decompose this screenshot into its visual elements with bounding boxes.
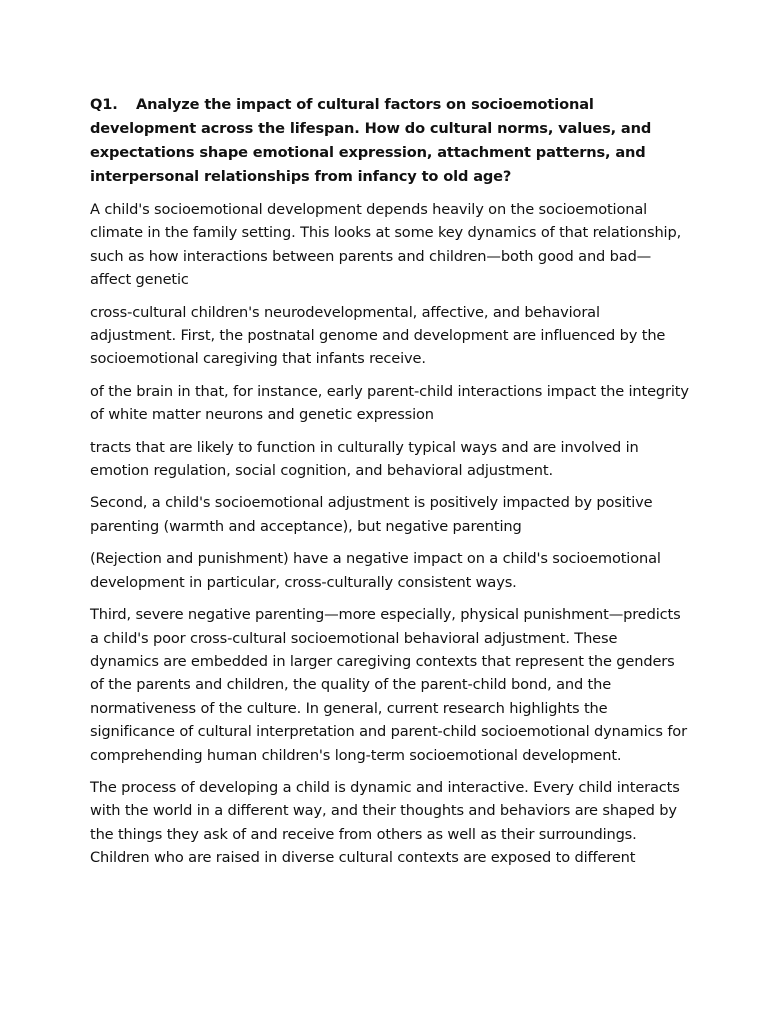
paragraph-8: The process of developing a child is dynamic and interactive. Every child interacts with the world in a different way, and their thoughts and behaviors are shaped by the things they ask of and receive from others as well as their surroundings. Children who are raised in diverse cultural contexts are exposed to different [90,778,680,867]
question-number: Q1. [90,96,118,113]
paragraph-3: of the brain in that, for instance, early parent-child interactions impact the integrity of white matter neurons and genetic expression [90,382,689,424]
paragraph-1: A child's socioemotional development depends heavily on the socioemotional climate in the family setting. This looks at some key dynamics of that relationship, such as how interactions between parents and children—both good and bad—affect genetic [90,201,682,289]
paragraph-4: tracts that are likely to function in culturally typical ways and are involved in emotion regulation, social cognition, and behavioral adjustment. [90,438,639,480]
paragraph-6: (Rejection and punishment) have a negative impact on a child's socioemotional development in particular, cross-culturally consistent ways. [90,550,661,591]
paragraph-7: Third, severe negative parenting—more especially, physical punishment—predicts a child's poor cross-cultural socioemotional behavioral adjustment. These dynamics are embedded in larger caregiving contexts that represent the genders of the parents and children, the quality of the parent-child bond, and the normativeness of the culture. In general, current research highlights the significance of cultural interpretation and parent-child socioemotional dynamics for comprehending human children's long-term socioemotional development. [90,606,687,764]
question-text: Analyze the impact of cultural factors on socioemotional development across the lifespan. How do cultural norms, values, and expectations shape emotional expression, attachment patterns, and interpersonal relationships from infancy to old age? [90,96,652,185]
document-page [90,93,690,879]
paragraph-2: cross-cultural children's neurodevelopmental, affective, and behavioral adjustment. First, the postnatal genome and development are influenced by the socioemotional caregiving that infants receive. [90,303,666,368]
paragraph-5: Second, a child's socioemotional adjustment is positively impacted by positive parenting (warmth and acceptance), but negative parenting [90,494,653,535]
question-heading [90,93,690,189]
